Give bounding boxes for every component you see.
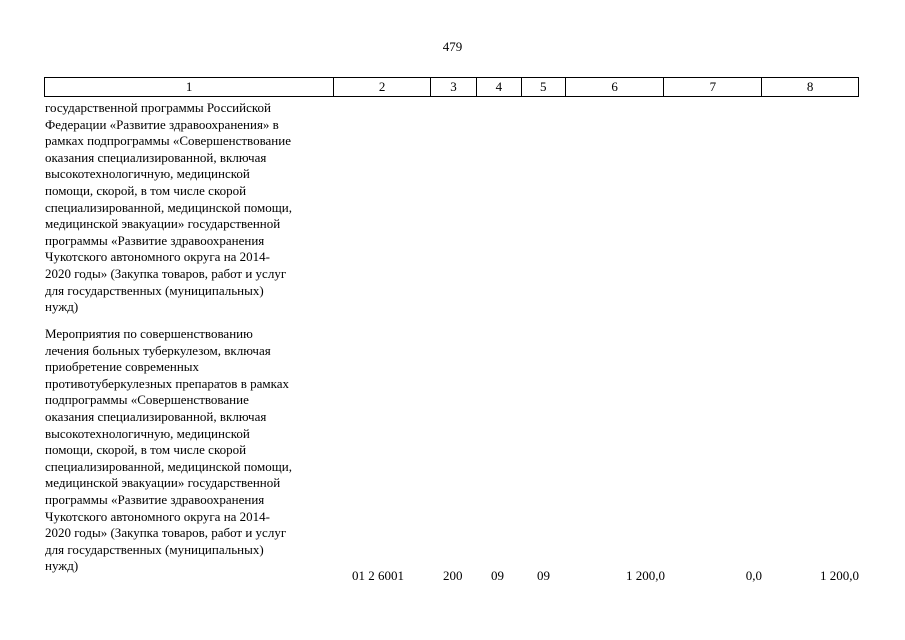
description-line: для государственных (муниципальных) — [45, 541, 264, 557]
description-line: государственной программы Российской — [45, 100, 271, 115]
row-description-continued — [45, 100, 340, 316]
description-line: приобретение современных — [45, 359, 200, 375]
amount-column-7: 0,0 — [745, 568, 762, 583]
subsection-code: 09 — [537, 568, 550, 583]
description-line: противотуберкулезных препаратов в рамках — [45, 375, 289, 391]
description-line: нужд) — [45, 558, 79, 574]
description-line: специализированной, медицинской помощи, — [45, 199, 292, 215]
description-line: рамках подпрограммы «Совершенствование — [45, 133, 291, 149]
header-cell-4: 4 — [477, 78, 522, 96]
header-cell-2: 2 — [334, 78, 431, 96]
description-line: медицинской эвакуации» государственной — [45, 475, 281, 491]
description-line: 2020 годы» (Закупка товаров, работ и услуг — [45, 265, 287, 281]
header-cell-8: 8 — [806, 79, 814, 94]
description-line: Чукотского автономного округа на 2014- — [45, 508, 271, 524]
description-line: оказания специализированной, включая — [45, 408, 267, 424]
page-number: 479 — [442, 39, 463, 54]
description-line: высокотехнологичную, медицинской — [45, 425, 250, 441]
header-cell-6: 6 — [566, 78, 665, 96]
description-line: подпрограммы «Совершенствование — [45, 392, 249, 408]
description-line: специализированной, медицинской помощи, — [45, 458, 292, 474]
description-line: высокотехнологичную, медицинской — [45, 166, 250, 182]
section-code: 09 — [491, 568, 504, 583]
description-line: помощи, скорой, в том числе скорой — [45, 182, 247, 198]
amount-column-6: 1 200,0 — [626, 568, 665, 583]
description-line: программы «Развитие здравоохранения — [45, 491, 265, 507]
target-article-code: 01 2 6001 — [352, 568, 404, 583]
description-line: оказания специализированной, включая — [45, 149, 267, 165]
description-line: Чукотского автономного округа на 2014- — [45, 249, 271, 265]
description-line: нужд) — [45, 299, 79, 315]
description-line: медицинской эвакуации» государственной — [45, 216, 281, 232]
header-cell-3: 3 — [431, 78, 477, 96]
description-line: программы «Развитие здравоохранения — [45, 232, 265, 248]
header-cell-1: 1 — [45, 78, 334, 96]
description-line: 2020 годы» (Закупка товаров, работ и услуг — [45, 525, 287, 541]
row-description-tuberculosis — [45, 326, 340, 575]
description-line: Федерации «Развитие здравоохранения» в — [45, 116, 279, 132]
description-line: для государственных (муниципальных) — [45, 282, 264, 298]
amount-column-8: 1 200,0 — [820, 568, 859, 583]
description-line: лечения больных туберкулезом, включая — [45, 342, 271, 358]
description-line: помощи, скорой, в том числе скорой — [45, 442, 247, 458]
table-header-row — [44, 77, 859, 97]
header-cell-5: 5 — [522, 78, 566, 96]
expense-type-code: 200 — [443, 568, 463, 583]
description-line: Мероприятия по совершенствованию — [45, 326, 253, 341]
header-cell-7: 7 — [664, 78, 762, 96]
